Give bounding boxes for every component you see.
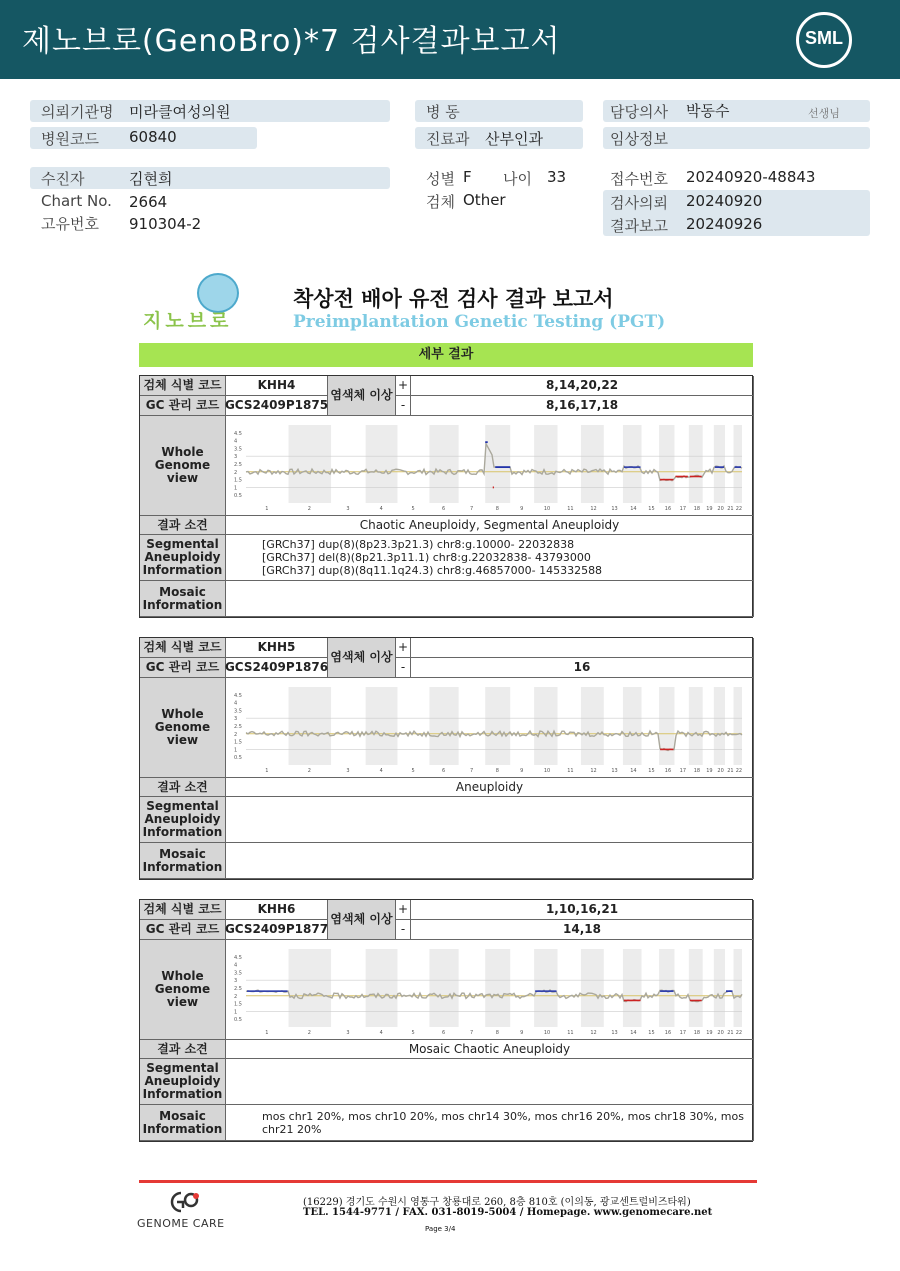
x-tick-label: 8 xyxy=(495,1030,499,1036)
y-tick-label: 2 xyxy=(234,993,238,1000)
chromosome-band xyxy=(289,949,332,1027)
mosaic-label: Mosaic Information xyxy=(140,1105,226,1141)
x-tick-label: 7 xyxy=(469,506,474,512)
mosaic-value xyxy=(226,843,754,879)
finding-label: 결과 소견 xyxy=(140,778,226,797)
segmental-value xyxy=(226,1059,754,1105)
y-tick-label: 3 xyxy=(234,978,238,985)
segmental-value xyxy=(226,797,754,843)
sample-code-label: 검체 식별 코드 xyxy=(140,900,226,920)
y-tick-label: 4.5 xyxy=(234,430,242,437)
age-label: 나이 xyxy=(503,170,532,188)
chrom-abnormal-label: 염색체 이상 xyxy=(328,638,396,678)
x-tick-label: 10 xyxy=(543,1030,551,1036)
x-tick-label: 16 xyxy=(664,768,672,774)
finding-label: 결과 소견 xyxy=(140,1040,226,1059)
x-tick-label: 1 xyxy=(265,1030,269,1036)
chromosome-band xyxy=(581,687,604,765)
chromosome-band xyxy=(289,425,332,503)
x-tick-label: 9 xyxy=(520,506,524,512)
chromosome-band xyxy=(485,687,510,765)
unique-id-value: 910304-2 xyxy=(129,215,202,233)
x-tick-label: 22 xyxy=(735,768,743,774)
segmental-label: Segmental Aneuploidy Information xyxy=(140,535,226,581)
x-tick-label: 17 xyxy=(679,506,687,512)
x-tick-label: 20 xyxy=(717,1030,724,1036)
x-tick-label: 7 xyxy=(469,1030,474,1036)
y-tick-label: 1 xyxy=(234,747,238,754)
x-tick-label: 12 xyxy=(590,768,597,774)
sample-code-value: KHH6 xyxy=(226,900,328,920)
y-tick-label: 0.5 xyxy=(234,755,242,762)
dept-label: 진료과 xyxy=(426,130,470,148)
finding-label: 결과 소견 xyxy=(140,516,226,535)
y-tick-label: 4 xyxy=(234,438,238,445)
segmental-label: Segmental Aneuploidy Information xyxy=(140,1059,226,1105)
y-tick-label: 1.5 xyxy=(234,477,242,484)
x-tick-label: 12 xyxy=(590,506,597,512)
company-name: GENOME CARE xyxy=(137,1217,225,1230)
chromosome-band xyxy=(429,949,458,1027)
x-tick-label: 4 xyxy=(379,506,383,512)
mosaic-value: mos chr1 20%, mos chr10 20%, mos chr14 30%, mos chr16 20%, mos chr18 30%, mos chr21 20% xyxy=(226,1105,754,1141)
x-tick-label: 16 xyxy=(664,1030,672,1036)
y-tick-label: 2.5 xyxy=(234,986,242,992)
x-tick-label: 21 xyxy=(727,506,734,512)
footer-divider xyxy=(139,1180,757,1183)
minus-chromosomes: 14,18 xyxy=(411,920,754,940)
x-tick-label: 3 xyxy=(346,1030,350,1036)
report-subtitle: Preimplantation Genetic Testing (PGT) xyxy=(293,312,666,332)
finding-value: Mosaic Chaotic Aneuploidy xyxy=(226,1040,754,1059)
x-tick-label: 6 xyxy=(442,1030,446,1036)
x-tick-label: 13 xyxy=(611,768,618,774)
plus-sign: + xyxy=(396,638,411,658)
x-tick-label: 20 xyxy=(717,506,724,512)
segmental-line: [GRCh37] dup(8)(8p23.3p21.3) chr8:g.10000- 22032838 xyxy=(262,538,575,551)
y-tick-label: 1 xyxy=(234,1009,238,1016)
y-tick-label: 4.5 xyxy=(234,692,242,699)
y-tick-label: 1.5 xyxy=(234,1001,242,1008)
clinical-label: 임상정보 xyxy=(610,130,668,148)
y-tick-label: 3 xyxy=(234,454,238,461)
chromosome-band xyxy=(659,425,674,503)
page-number: Page 3/4 xyxy=(425,1225,456,1233)
sample-table xyxy=(139,375,753,618)
x-tick-label: 1 xyxy=(265,506,269,512)
chart-no-label: Chart No. xyxy=(41,192,112,210)
x-tick-label: 11 xyxy=(567,768,574,774)
request-value: 20240920 xyxy=(686,192,763,210)
x-tick-label: 2 xyxy=(307,768,311,774)
x-tick-label: 20 xyxy=(717,768,724,774)
chromosome-band xyxy=(581,425,604,503)
segmental-line: [GRCh37] del(8)(8p21.3p11.1) chr8:g.22032838- 43793000 xyxy=(262,551,591,564)
sample-code-value: KHH4 xyxy=(226,376,328,396)
sex-value: F xyxy=(463,168,472,186)
finding-value: Aneuploidy xyxy=(226,778,754,797)
x-tick-label: 18 xyxy=(693,768,701,774)
x-tick-label: 18 xyxy=(693,506,701,512)
x-tick-label: 10 xyxy=(543,768,551,774)
institution-value: 미라클여성의원 xyxy=(129,103,231,121)
chromosome-band xyxy=(623,949,642,1027)
y-tick-label: 1.5 xyxy=(234,739,242,746)
plus-sign: + xyxy=(396,376,411,396)
chart-no-value: 2664 xyxy=(129,193,168,211)
section-header: 세부 결과 xyxy=(139,343,753,367)
x-tick-label: 8 xyxy=(495,506,499,512)
x-tick-label: 1 xyxy=(265,768,269,774)
x-tick-label: 11 xyxy=(567,1030,574,1036)
x-tick-label: 8 xyxy=(495,768,499,774)
report-date-label: 결과보고 xyxy=(610,217,668,235)
x-tick-label: 13 xyxy=(611,506,618,512)
x-tick-label: 10 xyxy=(543,506,551,512)
y-tick-label: 4 xyxy=(234,700,238,707)
plus-sign: + xyxy=(396,900,411,920)
chromosome-band xyxy=(689,425,703,503)
sml-logo-text: SML xyxy=(805,28,843,48)
x-tick-label: 15 xyxy=(648,506,655,512)
x-tick-label: 15 xyxy=(648,1030,655,1036)
doctor-value: 박동수 xyxy=(686,102,730,120)
y-tick-label: 2 xyxy=(234,469,238,476)
minus-sign: - xyxy=(396,658,411,678)
segmental-label: Segmental Aneuploidy Information xyxy=(140,797,226,843)
y-tick-label: 4.5 xyxy=(234,954,242,961)
receipt-value: 20240920-48843 xyxy=(686,168,816,186)
gc-code-label: GC 관리 코드 xyxy=(140,396,226,416)
y-tick-label: 2.5 xyxy=(234,724,242,730)
y-tick-label: 2 xyxy=(234,731,238,738)
x-tick-label: 6 xyxy=(442,768,446,774)
chromosome-band xyxy=(429,425,458,503)
mosaic-label: Mosaic Information xyxy=(140,843,226,879)
chromosome-band xyxy=(485,425,510,503)
chromosome-band xyxy=(733,425,742,503)
y-tick-label: 3.5 xyxy=(234,446,242,453)
patient-name-label: 수진자 xyxy=(41,170,85,188)
x-tick-label: 18 xyxy=(693,1030,701,1036)
genobro-logo-text: 지노브로 xyxy=(143,310,233,332)
chromosome-band xyxy=(623,687,642,765)
ward-label: 병 동 xyxy=(426,103,460,121)
chromosome-band xyxy=(659,949,674,1027)
y-tick-label: 3.5 xyxy=(234,708,242,715)
dept-value: 산부인과 xyxy=(485,130,543,148)
whole-genome-label: Whole Genome view xyxy=(140,416,226,516)
whole-genome-label: Whole Genome view xyxy=(140,678,226,778)
x-tick-label: 19 xyxy=(706,1030,713,1036)
sml-logo xyxy=(796,12,852,68)
x-tick-label: 15 xyxy=(648,768,655,774)
chromosome-band xyxy=(429,687,458,765)
chromosome-band xyxy=(289,687,332,765)
x-tick-label: 11 xyxy=(567,506,574,512)
plus-chromosomes: 8,14,20,22 xyxy=(411,376,754,396)
chromosome-band xyxy=(534,687,557,765)
x-tick-label: 12 xyxy=(590,1030,597,1036)
chromosome-band xyxy=(689,687,703,765)
mosaic-value xyxy=(226,581,754,617)
whole-genome-chart-cell xyxy=(226,940,754,1040)
x-tick-label: 5 xyxy=(411,1030,415,1036)
x-tick-label: 7 xyxy=(469,768,474,774)
x-tick-label: 14 xyxy=(630,1030,637,1036)
x-tick-label: 14 xyxy=(630,506,637,512)
receipt-label: 접수번호 xyxy=(610,170,668,188)
page-title: 제노브로(GenoBro)*7 검사결과보고서 xyxy=(22,24,561,59)
gc-code-label: GC 관리 코드 xyxy=(140,920,226,940)
hospital-code-value: 60840 xyxy=(129,128,177,146)
x-tick-label: 4 xyxy=(379,768,383,774)
unique-id-label: 고유번호 xyxy=(41,215,99,233)
sample-table xyxy=(139,637,753,880)
chromosome-band xyxy=(485,949,510,1027)
x-tick-label: 16 xyxy=(664,506,672,512)
x-tick-label: 22 xyxy=(735,506,743,512)
gc-code-label: GC 관리 코드 xyxy=(140,658,226,678)
x-tick-label: 17 xyxy=(679,768,687,774)
x-tick-label: 5 xyxy=(411,768,415,774)
specimen-label: 검체 xyxy=(426,193,455,211)
chromosome-band xyxy=(714,949,725,1027)
x-tick-label: 6 xyxy=(442,506,446,512)
x-tick-label: 14 xyxy=(630,768,637,774)
sample-table xyxy=(139,899,753,1142)
hospital-code-label: 병원코드 xyxy=(41,130,99,148)
report-date-value: 20240926 xyxy=(686,215,763,233)
y-tick-label: 0.5 xyxy=(234,1017,242,1024)
x-tick-label: 13 xyxy=(611,1030,618,1036)
chromosome-band xyxy=(366,687,398,765)
gc-code-value: GCS2409P1876 xyxy=(226,658,328,678)
x-tick-label: 17 xyxy=(679,1030,687,1036)
y-tick-label: 3.5 xyxy=(234,970,242,977)
x-tick-label: 3 xyxy=(346,506,350,512)
sample-code-label: 검체 식별 코드 xyxy=(140,376,226,396)
sample-code-value: KHH5 xyxy=(226,638,328,658)
chromosome-band xyxy=(366,425,398,503)
chromosome-band xyxy=(534,425,557,503)
sex-label: 성별 xyxy=(426,170,455,188)
chromosome-band xyxy=(623,425,642,503)
x-tick-label: 9 xyxy=(520,768,524,774)
plus-chromosomes xyxy=(411,638,754,658)
y-tick-label: 1 xyxy=(234,485,238,492)
chromosome-band xyxy=(714,425,725,503)
x-tick-label: 3 xyxy=(346,768,350,774)
whole-genome-chart xyxy=(234,419,744,513)
minus-sign: - xyxy=(396,920,411,940)
minus-sign: - xyxy=(396,396,411,416)
y-tick-label: 2.5 xyxy=(234,462,242,468)
whole-genome-label: Whole Genome view xyxy=(140,940,226,1040)
doctor-suffix: 선생님 xyxy=(808,107,840,120)
report-title: 착상전 배아 유전 검사 결과 보고서 xyxy=(293,287,614,311)
segmental-line: [GRCh37] dup(8)(8q11.1q24.3) chr8:g.46857000- 145332588 xyxy=(262,564,603,577)
specimen-value: Other xyxy=(463,191,506,209)
x-tick-label: 2 xyxy=(307,506,311,512)
x-tick-label: 19 xyxy=(706,768,713,774)
chromosome-band xyxy=(534,949,557,1027)
plus-chromosomes: 1,10,16,21 xyxy=(411,900,754,920)
request-label: 검사의뢰 xyxy=(610,194,668,212)
x-tick-label: 2 xyxy=(307,1030,311,1036)
whole-genome-chart-cell xyxy=(226,678,754,778)
mosaic-label: Mosaic Information xyxy=(140,581,226,617)
finding-value: Chaotic Aneuploidy, Segmental Aneuploidy xyxy=(226,516,754,535)
header-bar xyxy=(0,0,900,79)
x-tick-label: 9 xyxy=(520,1030,524,1036)
doctor-label: 담당의사 xyxy=(610,103,668,121)
genome-care-logo-icon xyxy=(163,1190,203,1214)
chrom-abnormal-label: 염색체 이상 xyxy=(328,376,396,416)
chromosome-band xyxy=(659,687,674,765)
chromosome-band xyxy=(581,949,604,1027)
patient-name-value: 김현희 xyxy=(129,170,173,188)
segmental-value xyxy=(226,535,754,581)
chromosome-band xyxy=(689,949,703,1027)
y-tick-label: 0.5 xyxy=(234,493,242,500)
whole-genome-chart xyxy=(234,943,744,1037)
x-tick-label: 22 xyxy=(735,1030,743,1036)
chrom-abnormal-label: 염색체 이상 xyxy=(328,900,396,940)
minus-chromosomes: 8,16,17,18 xyxy=(411,396,754,416)
gc-code-value: GCS2409P1875 xyxy=(226,396,328,416)
x-tick-label: 5 xyxy=(411,506,415,512)
minus-chromosomes: 16 xyxy=(411,658,754,678)
sample-code-label: 검체 식별 코드 xyxy=(140,638,226,658)
x-tick-label: 4 xyxy=(379,1030,383,1036)
x-tick-label: 21 xyxy=(727,1030,734,1036)
y-tick-label: 3 xyxy=(234,716,238,723)
whole-genome-chart xyxy=(234,681,744,775)
whole-genome-chart-cell xyxy=(226,416,754,516)
company-contact: TEL. 1544-9771 / FAX. 031-8019-5004 / Homepage. www.genomecare.net xyxy=(303,1207,713,1218)
x-tick-label: 19 xyxy=(706,506,713,512)
chromosome-band xyxy=(733,949,742,1027)
age-value: 33 xyxy=(547,168,567,186)
y-tick-label: 4 xyxy=(234,962,238,969)
gc-code-value: GCS2409P1877 xyxy=(226,920,328,940)
chromosome-band xyxy=(733,687,742,765)
x-tick-label: 21 xyxy=(727,768,734,774)
institution-label: 의뢰기관명 xyxy=(41,103,114,121)
chromosome-band xyxy=(366,949,398,1027)
chromosome-band xyxy=(714,687,725,765)
company-address: (16229) 경기도 수원시 영통구 창룡대로 260, 8층 810호 (이의동, 광교센트럴비즈타워) xyxy=(303,1197,691,1208)
